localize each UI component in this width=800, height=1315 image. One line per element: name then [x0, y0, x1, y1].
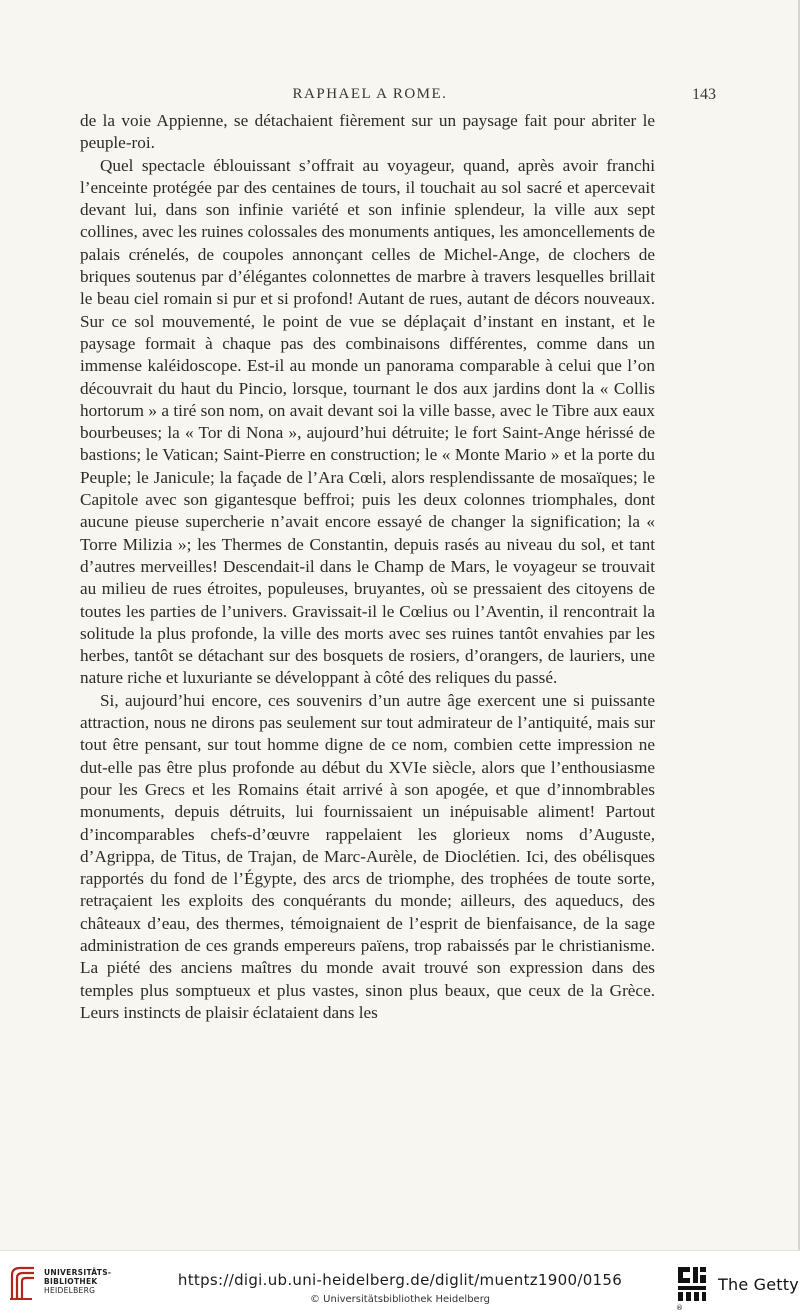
paragraph: de la voie Appienne, se détachaient fièrement sur un paysage fait pour abriter le peuple-roi. [80, 111, 655, 153]
running-head [0, 84, 800, 108]
body-text [80, 110, 655, 1024]
running-title: RAPHAEL A ROME. [292, 86, 448, 102]
viewer-footer [0, 1250, 800, 1315]
permalink-url[interactable]: https://digi.ub.uni-heidelberg.de/diglit/muentz1900/0156 [177, 1271, 623, 1289]
registered-mark: ® [676, 1304, 683, 1312]
copyright-notice: © Universitätsbibliothek Heidelberg [309, 1294, 490, 1305]
page-number: 143 [692, 86, 716, 103]
institution-name-line: BIBLIOTHEK [44, 1277, 98, 1286]
paragraph: Si, aujourd’hui encore, ces souvenirs d’un autre âge exercent une si puissante attraction, nous ne dirons pas seulement sur tout admirateur de l’antiquité, mais sur tout être pensant, sur tout homme digne de ce nom, combien cette impression ne dut-elle pas être plus profonde au début du XVIe siècle, alors que l’enthousiasme pour les Grecs et les Romains était arrivé à son apogée, et que d’innombrables monuments, depuis détruits, lui fournissaient un inépuisable aliment! Partout d’incomparables chefs-d’œuvre rappelaient les glorieux noms d’Auguste, d’Agrippa, de Titus, de Trajan, de Marc-Aurèle, de Dioclétien. Ici, des obélisques rapportés du fond de l’Égypte, des arcs de triomphe, des trophées de toute sorte, retraçaient les exploits des conquérants du monde; ailleurs, des aqueducs, des châteaux d’eau, des thermes, témoignaient de l’esprit de bienfaisance, de la sage administration de ces grands empereurs païens, trop rabaissés par le christianisme. La piété des anciens maîtres du monde avait trouvé son expression dans des temples plus somptueux et plus vastes, sinon plus beaux, que ceux de la Grèce. Leurs instincts de plaisir éclataient dans les [80, 690, 655, 1022]
paragraph: Quel spectacle éblouissant s’offrait au voyageur, quand, après avoir franchi l’enceinte protégée par des centaines de tours, il touchait au sol sacré et apercevait devant lui, dans son infinie variété et son infinie splendeur, la ville aux sept collines, avec les ruines colossales des monuments antiques, les amoncellements de palais crénelés, de coupoles annonçant celles de Michel-Ange, de clochers de briques soutenus par d’élégantes colonnettes de marbre à travers lesquelles brillait le beau ciel romain si pur et si profond! Autant de rues, autant de décors nouveaux. Sur ce sol mouvementé, le point de vue se déplaçait d’instant en instant, et le paysage formait à chaque pas des combinaisons différentes, comme dans un immense kaléidoscope. Est-il au monde un panorama comparable à celui que l’on découvrait du haut du Pincio, lorsque, tournant le dos aux jardins dont la « Collis hortorum » a tiré son nom, on avait devant soi la ville basse, avec le Tibre aux eaux bourbeuses; la « Tor di Nona », aujourd’hui détruite; le fort Saint-Ange hérissé de bastions; le Vatican; Saint-Pierre en construction; le « Monte Mario » et la porte du Peuple; le Janicule; la façade de l’Ara Cœli, alors resplendissante de mosaïques; le Capitole avec son gigantesque beffroi; puis les deux colonnes triomphales, dont aucune pieuse supercherie n’avait encore essayé de changer la signification; la « Torre Milizia »; les Thermes de Constantin, depuis rasés au niveau du sol, et tant d’autres merveilles! Descendait-il dans le Champ de Mars, le voyageur se trouvait au milieu de rues étroites, populeuses, bruyantes, où se pressaient des citoyens de toutes les parties de l’univers. Gravissait-il le Cœlius ou l’Aventin, il rencontrait la solitude la plus profonde, la ville des morts avec ses ruines tantôt envahies par les herbes, tantôt se détachant sur des bosquets de rosiers, d’orangers, de lauriers, une nature riche et luxuriante se développant à côté des reliques du passé. [80, 155, 655, 688]
institution-name-line: HEIDELBERG [44, 1286, 96, 1295]
institution-name-line: UNIVERSITÄTS- [44, 1268, 112, 1277]
partner-name: The Getty [718, 1275, 799, 1294]
getty-logo-icon[interactable] [676, 1265, 708, 1303]
